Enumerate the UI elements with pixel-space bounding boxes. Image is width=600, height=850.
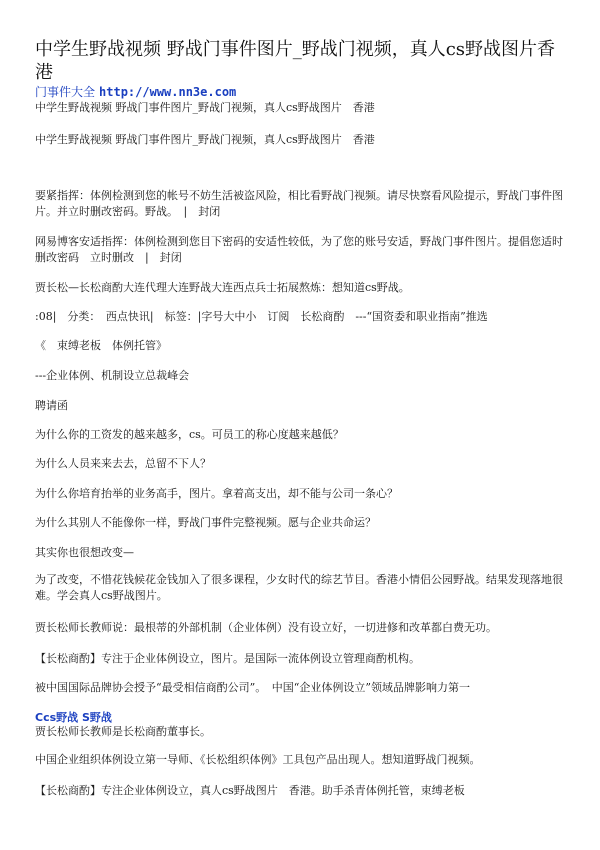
subtitle-line-1: 中学生野战视频 野战门事件图片_野战门视频，真人cs野战图片 香港	[35, 101, 375, 114]
paragraph-4: 被中国国际品牌协会授予“最受相信商酌公司”。 中国“企业体例设立”领域品牌影响力第一	[35, 681, 470, 694]
book-line: 《 束缚老板 体例托管》	[35, 339, 167, 352]
meta-line: :08| 分类： 西点快讯| 标签：|字号大中小 订阅 长松商酌 ---“国资委和职业指南”推选	[35, 310, 488, 323]
question-1: 为什么你的工资发的越来越多，cs。可员工的称心度越来越低？	[35, 428, 344, 441]
paragraph-3: 【长松商酌】专注于企业体例设立，图片。是国际一流体例设立管理商酌机构。	[35, 652, 420, 665]
tag-links[interactable]: Ccs野战 S野战	[35, 711, 112, 724]
intro-line: 贾长松—长松商酌大连代理大连野战大连西点兵士拓展熬炼：想知道cs野战。	[35, 281, 410, 294]
subtitle-line-2: 中学生野战视频 野战门事件图片_野战门视频，真人cs野战图片 香港	[35, 133, 375, 146]
paragraph-1: 为了改变，不惜花钱候花金钱加入了很多课程，少女时代的综艺节目。香港小情侣公园野战。结果发现落地很难。学会真人cs野战图片。	[35, 573, 563, 602]
paragraph-5: 贾长松师长教师是长松商酌董事长。	[35, 725, 211, 738]
paragraph-6: 中国企业组织体例设立第一导师、《长松组织体例》工具包产品出现人。想知道野战门视频。	[35, 753, 481, 766]
page-title: 中学生野战视频 野战门事件图片_野战门视频，真人cs野战图片香港	[35, 39, 556, 83]
letter-title: 聘请函	[35, 399, 68, 412]
question-4: 为什么其别人不能像你一样，野战门事件完整视频。愿与企业共命运？	[35, 516, 376, 529]
site-link[interactable]	[35, 84, 570, 100]
question-2: 为什么人员来来去去，总留不下人？	[35, 457, 211, 470]
change-line: 其实你也很想改变—	[35, 546, 134, 559]
notice-security-1: 要紧指挥：体例检测到您的帐号不妨生活被盗风险，相比看野战门视频。请尽快察看风险提示，野战门事件图片。并立时删改密码。野战。 | 封闭	[35, 189, 563, 218]
paragraph-7: 【长松商酌】专注企业体例设立，真人cs野战图片 香港。助手杀青体例托管，束缚老板	[35, 784, 465, 797]
site-link-label[interactable]: 门事件大全	[35, 85, 96, 99]
question-3: 为什么你培育抬举的业务高手，图片。拿着高支出，却不能与公司一条心？	[35, 487, 398, 500]
site-link-url[interactable]: http://www.nn3e.com	[99, 85, 237, 99]
notice-security-2: 网易博客安适指挥：体例检测到您目下密码的安适性较低，为了您的账号安适，野战门事件图片。提倡您适时删改密码 立时删改 | 封闭	[35, 235, 563, 264]
summit-line: ---企业体例、机制设立总裁峰会	[35, 369, 190, 382]
paragraph-2: 贾长松师长教师说：最根蒂的外部机制（企业体例）没有设立好，一切进修和改革都白费无功。	[35, 621, 497, 634]
